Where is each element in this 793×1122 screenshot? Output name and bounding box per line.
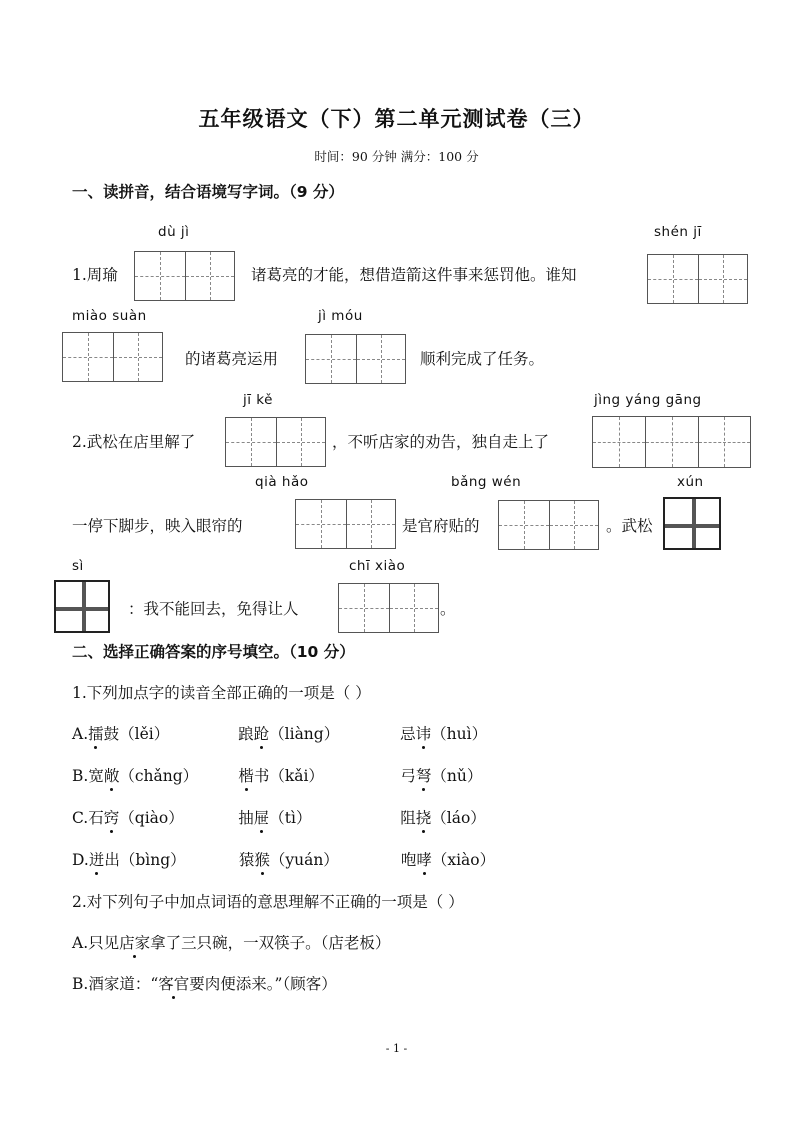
answer-grid-chixiao[interactable] (338, 583, 439, 633)
dotted-char: 窍 (104, 806, 120, 828)
pinyin-xun: xún (677, 474, 704, 490)
pinyin-jimou: jì móu (318, 308, 363, 324)
q2-text-wusong: 。武松 (606, 517, 653, 535)
section-1-heading: 一、读拼音，结合语境写字词。（9 分） (72, 183, 344, 201)
q1-text-line2: 的诸葛亮运用 (185, 350, 279, 368)
option-item: 阻挠（láo） (400, 809, 486, 827)
option-label: D. (72, 851, 89, 869)
q2-text-line3: ：我不能回去，免得让人 (128, 600, 299, 618)
option-d-row[interactable] (72, 848, 495, 870)
option-item: 宽敞（chǎng） (88, 764, 238, 786)
q2-2-option-b[interactable]: B.酒家道：“客官要肉便添来。”（顾客） (72, 972, 337, 994)
answer-grid-xun[interactable] (663, 497, 721, 550)
option-item: 楷书（kǎi） (238, 764, 400, 786)
dotted-char: 哮 (416, 848, 432, 870)
page-title: 五年级语文（下）第二单元测试卷（三） (198, 107, 595, 131)
q2-text-start: 2.武松在店里解了 (72, 433, 196, 451)
option-item: 忌讳（huì） (400, 725, 487, 743)
q1-text-mid: 诸葛亮的才能，想借造箭这件事来惩罚他。谁知 (251, 266, 577, 284)
answer-grid-qiahao[interactable] (295, 499, 396, 549)
page-number: - 1 - (385, 1042, 408, 1055)
answer-grid-shenji[interactable] (647, 254, 748, 304)
option-label: B. (72, 767, 89, 785)
answer-grid-jimou[interactable] (305, 334, 406, 384)
answer-grid-jingyanggang[interactable] (592, 416, 751, 468)
pinyin-jike: jī kě (243, 392, 273, 408)
option-b-row[interactable] (72, 764, 482, 786)
pinyin-jingyanggang: jìng yáng gāng (594, 392, 702, 408)
q2-text-line2: 一停下脚步，映入眼帘的 (72, 517, 243, 535)
answer-grid-miaosuan[interactable] (62, 332, 163, 382)
dotted-word: 店家 (119, 931, 150, 953)
dotted-char: 擂 (88, 722, 104, 744)
q2-2-stem: 2.对下列句子中加点词语的意思理解不正确的一项是（ ） (72, 893, 464, 911)
option-item: 踉跄（liàng） (238, 722, 400, 744)
q2-text-mid: ，不听店家的劝告，独自走上了 (332, 433, 550, 451)
option-item: 猿猴（yuán） (239, 848, 401, 870)
q2-text-end: 。 (440, 600, 456, 618)
answer-grid-jike[interactable] (225, 417, 326, 467)
dotted-word: 客官 (158, 972, 189, 994)
dotted-char: 敞 (104, 764, 120, 786)
option-a-row[interactable] (72, 722, 487, 744)
pinyin-qiahao: qià hǎo (255, 474, 309, 490)
option-item: 咆哮（xiào） (401, 851, 495, 869)
pinyin-chixiao: chī xiào (349, 558, 406, 574)
dotted-char: 屉 (254, 806, 270, 828)
answer-grid-bangwen[interactable] (498, 500, 599, 550)
dotted-char: 跄 (254, 722, 270, 744)
dotted-char: 楷 (238, 764, 254, 786)
option-item: 抽屉（tì） (238, 806, 400, 828)
option-item: 石窍（qiào） (88, 806, 238, 828)
option-item: 弓弩（nǔ） (400, 767, 482, 785)
pinyin-duji: dù jì (158, 224, 190, 240)
q1-text-start: 1.周瑜 (72, 266, 118, 284)
answer-grid-duji[interactable] (134, 251, 235, 301)
dotted-char: 迸 (89, 848, 105, 870)
option-label: A. (72, 725, 89, 743)
option-item: 擂鼓（lěi） (88, 722, 238, 744)
pinyin-si: sì (72, 558, 84, 574)
section-2-heading: 二、选择正确答案的序号填空。（10 分） (72, 643, 355, 661)
dotted-char: 讳 (416, 722, 432, 744)
option-label: C. (72, 809, 89, 827)
option-c-row[interactable] (72, 806, 486, 828)
pinyin-bangwen: bǎng wén (451, 474, 522, 490)
q2-text-mid2: 是官府贴的 (402, 517, 480, 535)
option-item: 迸出（bìng） (89, 848, 239, 870)
exam-meta: 时间：90 分钟 满分：100 分 (314, 149, 479, 164)
q2-2-option-a[interactable]: A.只见店家拿了三只碗，一双筷子。（店老板） (72, 931, 390, 953)
dotted-char: 猴 (254, 848, 270, 870)
q2-1-stem: 1.下列加点字的读音全部正确的一项是（ ） (72, 684, 371, 702)
answer-grid-si[interactable] (54, 580, 110, 633)
pinyin-shenji: shén jī (654, 224, 702, 240)
pinyin-miaosuan: miào suàn (72, 308, 147, 324)
dotted-char: 弩 (416, 764, 432, 786)
dotted-char: 挠 (416, 806, 432, 828)
q1-text-end: 顺利完成了任务。 (420, 350, 545, 368)
